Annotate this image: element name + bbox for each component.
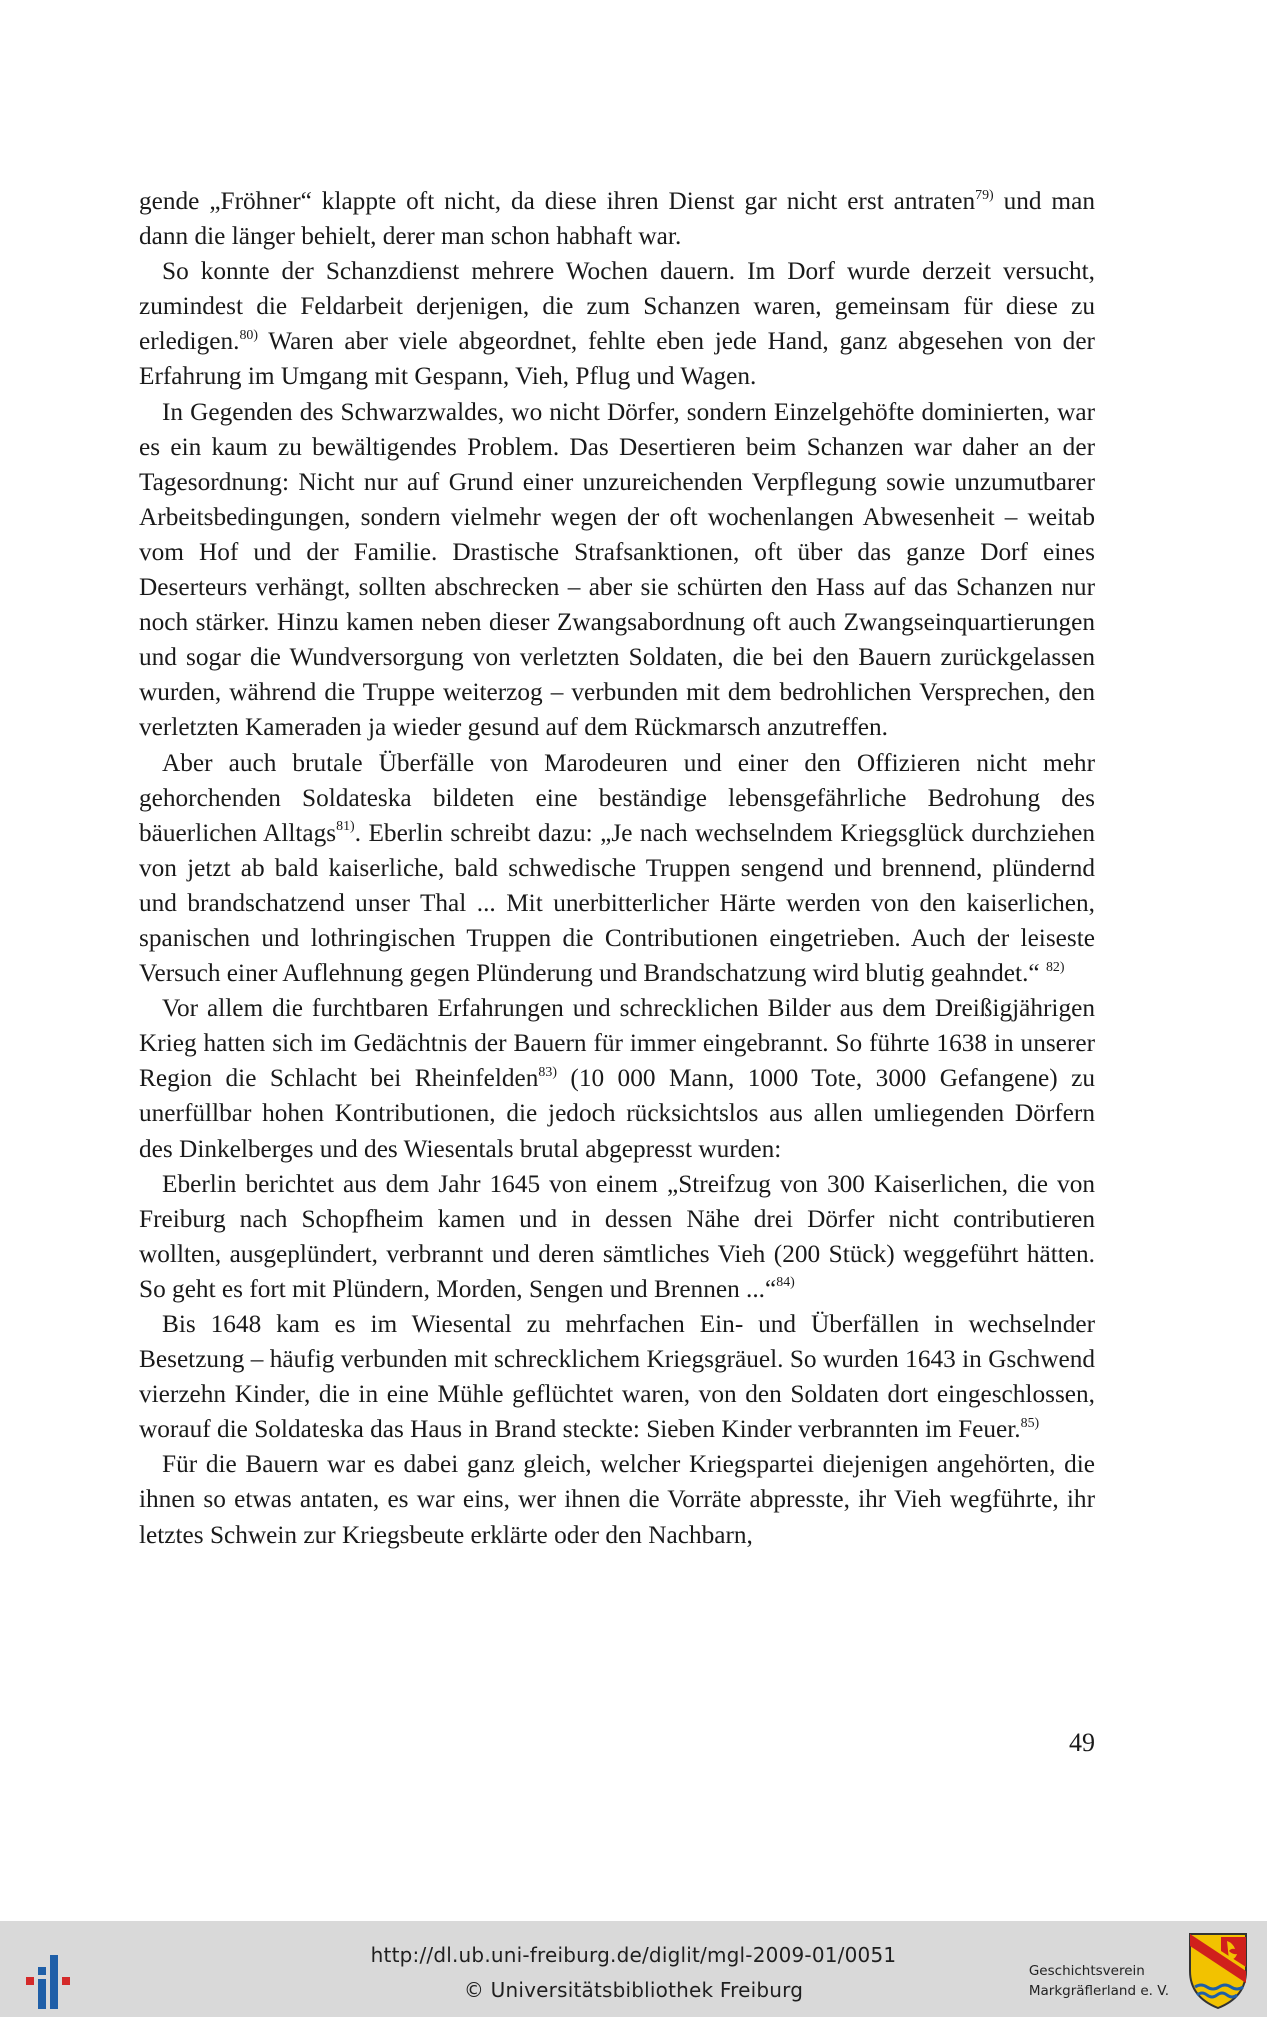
paragraph: gende „Fröhner“ klappte oft nicht, da diese ihren Dienst gar nicht erst antraten$^{79)}$ und man dann die länger behielt, derer man schon habhaft war. xyxy=(139,187,1095,251)
footer-bar xyxy=(0,1921,1267,2017)
coat-of-arms-icon xyxy=(1187,1931,1249,2011)
paragraph: Vor allem die furchtbaren Erfahrungen und schrecklichen Bilder aus dem Dreißigjährigen Krieg hatten sich im Gedächtnis der Bauern für immer eingebrannt. So führte 1638 in unserer Region die Schlacht bei Rheinfelden$^{83)}$ (10 000 Mann, 1000 Tote, 3000 Gefangene) zu unerfüllbar hohen Kontributionen, die jedoch rücksichtslos aus allen umliegenden Dörfern des Dinkelberges und des Wiesentals brutal abgepresst wurden: xyxy=(139,994,1095,1163)
paragraph: Bis 1648 kam es im Wiesental zu mehrfachen Ein- und Überfällen in wechselnder Besetzung – häufig verbunden mit schrecklichem Kriegsgräuel. So wurden 1643 in Gschwend vierzehn Kinder, die in eine Mühle geflüchtet waren, von den Soldaten dort eingeschlossen, worauf die Soldateska das Haus in Brand steckte: Sieben Kinder verbrannten im Feuer.$^{85)}$ xyxy=(139,1310,1095,1444)
body-text xyxy=(139,184,1095,1553)
paragraph: Für die Bauern war es dabei ganz gleich, welcher Kriegspartei diejenigen angehörten, die ihnen so etwas antaten, es war eins, wer ihnen die Vorräte abpresste, ihr Vieh wegführte, ihr letztes Schwein zur Kriegsbeute erklärte oder den Nachbarn, xyxy=(139,1450,1095,1549)
society-name-line2: Markgräflerland e. V. xyxy=(1028,1983,1169,1999)
society-name-line1: Geschichtsverein xyxy=(1028,1963,1145,1979)
paragraph: So konnte der Schanzdienst mehrere Wochen dauern. Im Dorf wurde derzeit versucht, zumindest die Feldarbeit derjenigen, die zum Schanzen waren, gemeinsam für diese zu erledigen.$^{80)}$ Waren aber viele abgeordnet, fehlte eben jede Hand, ganz abgesehen von der Erfahrung im Umgang mit Gespann, Vieh, Pflug und Wagen. xyxy=(139,257,1095,391)
paragraph: Aber auch brutale Überfälle von Marodeuren und einer den Offizieren nicht mehr gehorchenden Soldateska bildeten eine beständige lebensgefährliche Bedrohung des bäuerlichen Alltags$^{81)}$. Eberlin schreibt dazu: „Je nach wechselndem Kriegsglück durchziehen von jetzt ab bald kaiserliche, bald schwedische Truppen sengend und brennend, plündernd und brandschatzend unser Thal ... Mit unerbitterlicher Härte werden von den kaiserlichen, spanischen und lothringischen Truppen die Contributionen eingetrieben. Auch der leiseste Versuch einer Auflehnung gegen Plünderung und Brandschatzung wird blutig geahndet.“ $^{82)}$ xyxy=(139,748,1095,988)
copyright-notice: © Universitätsbibliothek Freiburg xyxy=(463,1978,804,2002)
society-name xyxy=(1029,1961,1169,2001)
paragraph: In Gegenden des Schwarzwaldes, wo nicht Dörfer, sondern Einzelgehöfte dominierten, war es ein kaum zu bewältigendes Problem. Das Desertieren beim Schanzen war daher an der Tagesordnung: Nicht nur auf Grund einer unzureichenden Verpflegung sowie unzumutbarer Arbeitsbedingungen, sondern vielmehr wegen der oft wochenlangen Abwesenheit – weitab vom Hof und der Familie. Drastische Strafsanktionen, oft über das ganze Dorf eines Deserteurs verhängt, sollten abschrecken – aber sie schürten den Hass auf das Schanzen nur noch stärker. Hinzu kamen neben dieser Zwangsabordnung oft auch Zwangseinquartierungen und sogar die Wundversorgung von verletzten Soldaten, die bei den Bauern zurückgelassen wurden, während die Truppe weiterzog – verbunden mit dem bedrohlichen Versprechen, den verletzten Kameraden ja wieder gesund auf dem Rückmarsch anzutreffen. xyxy=(139,397,1095,742)
paragraph: Eberlin berichtet aus dem Jahr 1645 von einem „Streifzug von 300 Kaiserlichen, die von Freiburg nach Schopfheim kamen und in dessen Nähe drei Dörfer nicht contributieren wollten, ausgeplündert, verbrannt und deren sämtliches Vieh (200 Stück) weggeführt hätten. So geht es fort mit Plündern, Morden, Sengen und Brennen ...“$^{84)}$ xyxy=(139,1169,1095,1303)
page-number: 49 xyxy=(1069,1728,1095,1757)
source-url-link[interactable]: http://dl.ub.uni-freiburg.de/diglit/mgl-2009-01/0051 xyxy=(370,1943,897,1967)
